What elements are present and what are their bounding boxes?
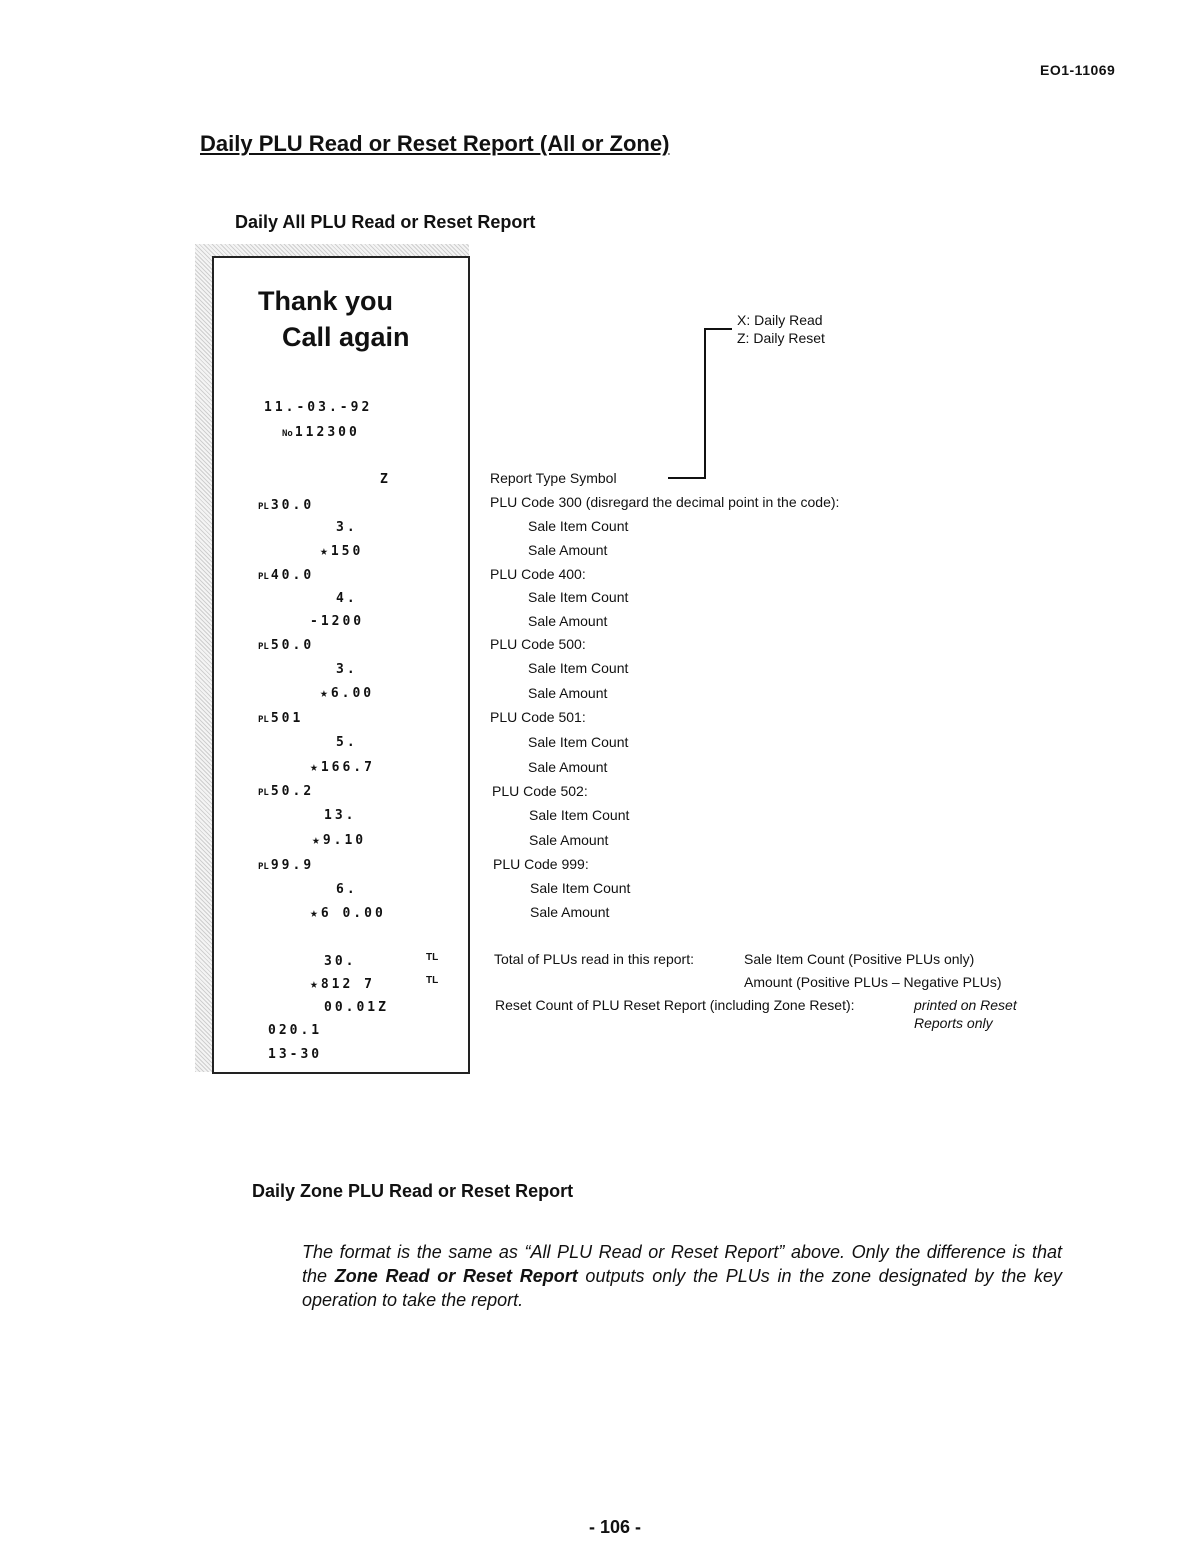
legend-sale-amount: Sale Amount (530, 904, 610, 920)
legend-sale-amount: Sale Amount (528, 685, 608, 701)
legend-plu-502: PLU Code 502: (492, 783, 588, 799)
receipt-time: 13-30 (268, 1047, 323, 1062)
legend-sale-item-count: Sale Item Count (528, 660, 629, 676)
receipt-plu-code: PL 50.0 (258, 638, 315, 653)
legend-sale-amount: Sale Amount (528, 613, 608, 629)
receipt-plu-count: 3. (336, 662, 358, 677)
receipt-register-no: 020.1 (268, 1023, 323, 1038)
legend-plu-500: PLU Code 500: (490, 636, 586, 652)
receipt-no-prefix: No (282, 429, 293, 439)
receipt-plu-count: 13. (324, 808, 357, 823)
receipt-tl-mark: TL (426, 975, 439, 986)
legend-sale-amount: Sale Amount (528, 759, 608, 775)
receipt-greeting-1: Thank you (258, 286, 394, 316)
receipt-plu-count: 3. (336, 520, 358, 535)
legend-sale-item-count: Sale Item Count (528, 734, 629, 750)
page-title: Daily PLU Read or Reset Report (All or Zone) (200, 131, 670, 156)
receipt-date: 11.-03.-92 (264, 400, 373, 415)
receipt-greeting-2: Call again (282, 322, 410, 352)
legend-total-label: Total of PLUs read in this report: (494, 951, 694, 967)
legend-sale-item-count: Sale Item Count (528, 518, 629, 534)
legend-plu-400: PLU Code 400: (490, 566, 586, 582)
document-id: EO1-11069 (1040, 62, 1116, 78)
legend-sale-item-count: Sale Item Count (528, 589, 629, 605)
receipt-plu-amount: ★150 (320, 544, 364, 559)
zone-emphasis: Zone Read or Reset Report (334, 1266, 578, 1286)
receipt-plu-count: 5. (336, 735, 358, 750)
legend-report-type: Report Type Symbol (490, 470, 617, 486)
zone-description: The format is the same as “All PLU Read or Reset Report” above. Only the difference is that the Zone Read or Reset Report outputs only the PLUs in the zone designated by the key operation to take the report. (302, 1242, 1062, 1310)
legend-plu-300: PLU Code 300 (disregard the decimal point in the code): (490, 494, 840, 510)
receipt-plu-amount: ★9.10 (312, 833, 367, 848)
section-heading-zone: Daily Zone PLU Read or Reset Report (252, 1181, 574, 1201)
legend-total-amount: Amount (Positive PLUs – Negative PLUs) (744, 974, 1002, 990)
legend-sale-item-count: Sale Item Count (530, 880, 631, 896)
legend-sale-item-count: Sale Item Count (529, 807, 630, 823)
legend-reset-label: Reset Count of PLU Reset Report (including Zone Reset): (495, 997, 855, 1013)
receipt-type-symbol: Z (380, 472, 391, 487)
receipt-plu-amount: ★6.00 (320, 686, 375, 701)
receipt-plu-code: PL 99.9 (258, 858, 315, 873)
receipt-reset-count: 00.01Z (324, 1000, 389, 1015)
bracket-pointer (668, 477, 706, 479)
bracket-top (704, 328, 732, 330)
receipt-total-amount: ★812 7 (310, 977, 375, 992)
receipt-total-count: 30. (324, 954, 357, 969)
legend-total-count: Sale Item Count (Positive PLUs only) (744, 951, 975, 967)
bracket-vertical (704, 328, 706, 478)
legend-reset-note-2: Reports only (914, 1015, 993, 1031)
receipt-plu-amount: -1200 (310, 614, 365, 629)
receipt-plu-count: 6. (336, 882, 358, 897)
legend-reset-note-1: printed on Reset (914, 997, 1017, 1013)
legend-plu-501: PLU Code 501: (490, 709, 586, 725)
section-heading-all: Daily All PLU Read or Reset Report (235, 212, 536, 232)
receipt-number (282, 425, 360, 440)
legend-z: Z: Daily Reset (737, 330, 825, 346)
receipt-plu-code: PL 40.0 (258, 568, 315, 583)
receipt-plu-amount: ★6 0.00 (310, 906, 386, 921)
receipt (212, 256, 470, 1074)
receipt-plu-code: PL 50.2 (258, 784, 315, 799)
legend-plu-999: PLU Code 999: (493, 856, 589, 872)
receipt-tl-mark: TL (426, 952, 439, 963)
legend-sale-amount: Sale Amount (528, 542, 608, 558)
legend-sale-amount: Sale Amount (529, 832, 609, 848)
receipt-plu-amount: ★166.7 (310, 760, 375, 775)
page-number: - 106 - (589, 1517, 642, 1537)
legend-x: X: Daily Read (737, 312, 823, 328)
receipt-plu-code: PL 501 (258, 711, 304, 726)
receipt-plu-count: 4. (336, 591, 358, 606)
receipt-no-value: 112300 (294, 425, 360, 440)
receipt-plu-code: PL 30.0 (258, 498, 315, 513)
